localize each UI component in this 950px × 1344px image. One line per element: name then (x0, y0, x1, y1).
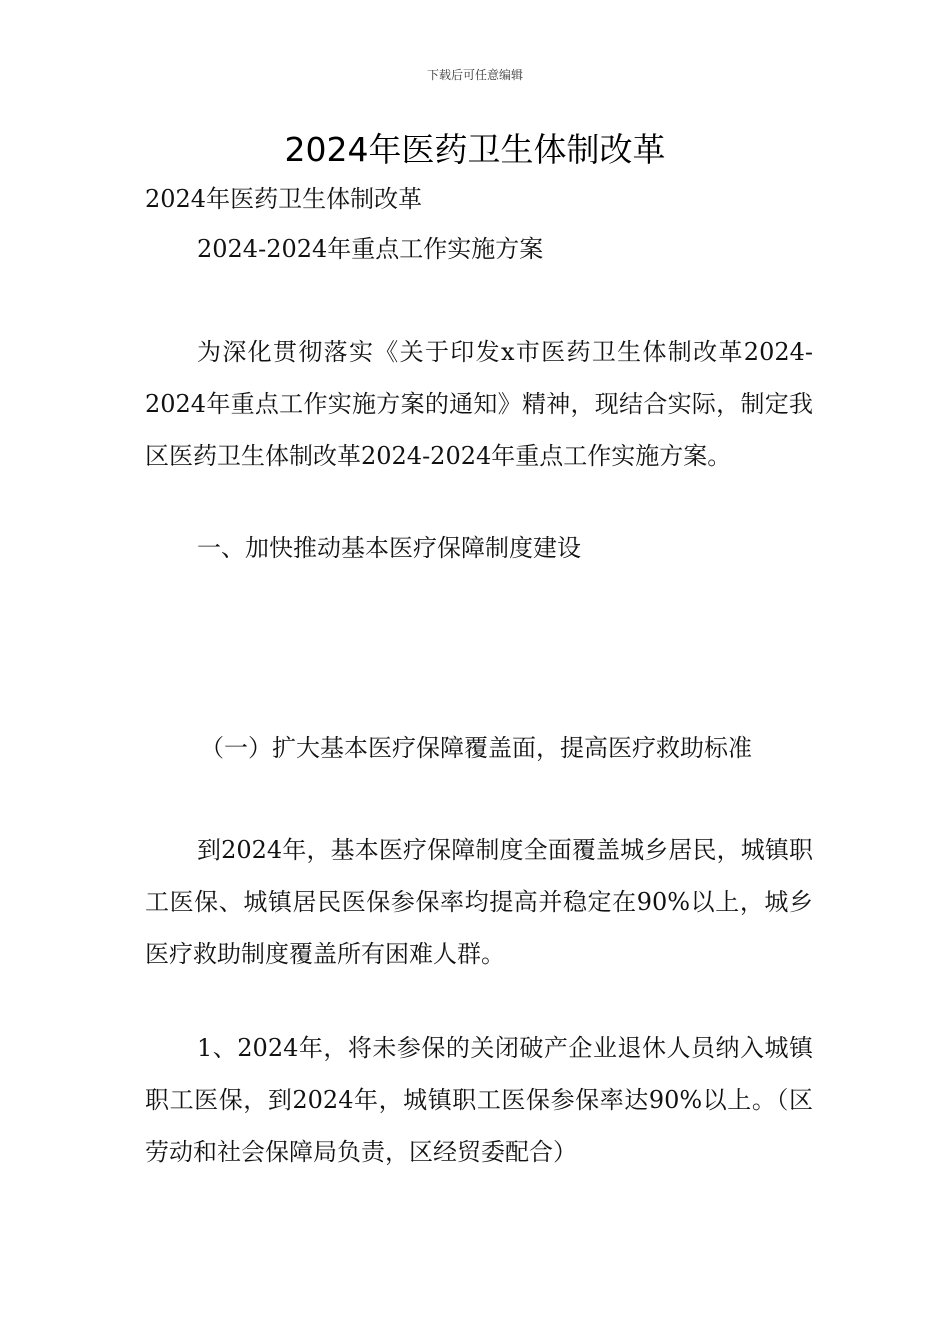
intro-paragraph: 为深化贯彻落实《关于印发x市医药卫生体制改革2024-2024年重点工作实施方案的通知》精神，现结合实际，制定我区医药卫生体制改革2024-2024年重点工作实施方案。 (145, 338, 813, 470)
section-heading: 一、加快推动基本医疗保障制度建设 (197, 534, 581, 562)
header-note: 下载后可任意编辑 (426, 68, 523, 82)
coverage-paragraph: 到2024年，基本医疗保障制度全面覆盖城乡居民，城镇职工医保、城镇居民医保参保率均提高并稳定在90%以上，城乡医疗救助制度覆盖所有困难人群。 (145, 836, 813, 968)
item-1-paragraph: 1、2024年，将未参保的关闭破产企业退休人员纳入城镇职工医保，到2024年，城镇职工医保参保率达90%以上。（区劳动和社会保障局负责，区经贸委配合） (145, 1034, 813, 1166)
subtitle-line-1: 2024年医药卫生体制改革 (145, 185, 423, 213)
document-title: 2024年医药卫生体制改革 (284, 130, 666, 169)
subtitle-line-2: 2024-2024年重点工作实施方案 (197, 235, 544, 263)
subsection-heading: （一）扩大基本医疗保障覆盖面，提高医疗救助标准 (200, 734, 752, 762)
